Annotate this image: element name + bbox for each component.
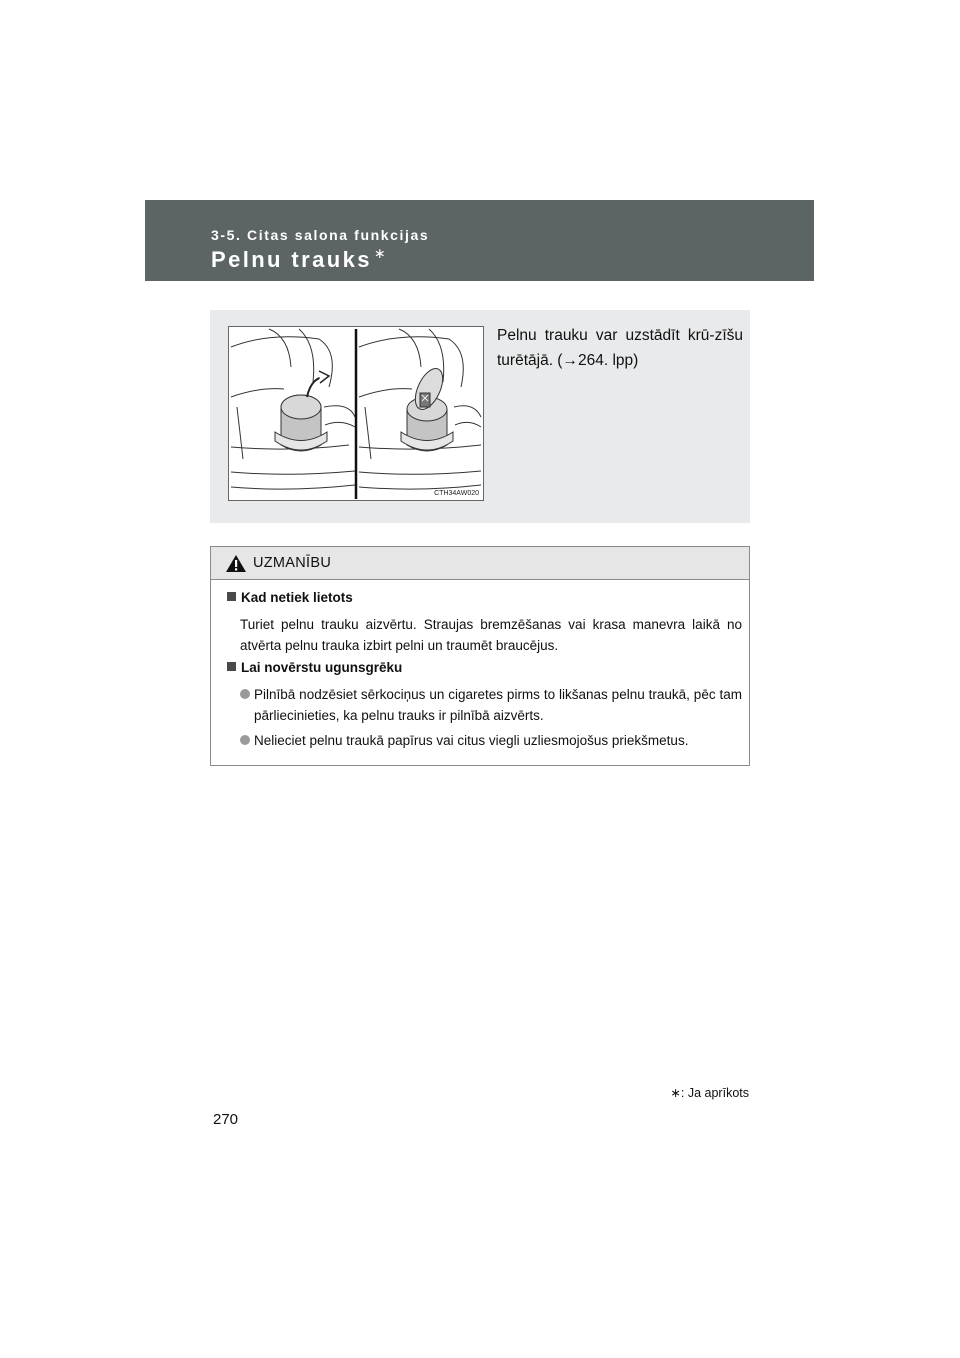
block-heading-text: Lai novērstu ugunsgrēku	[241, 660, 403, 675]
page-title	[211, 247, 388, 273]
ashtray-illustration	[228, 326, 484, 501]
list-item-text: Pilnībā nodzēsiet sērkociņus un cigaretes pirms to likšanas pelnu traukā, pēc tam pārliecinieties, ka pelnu trauks ir pilnībā aizvērts.	[254, 687, 742, 723]
footnote: ∗: Ja aprīkots	[670, 1086, 749, 1100]
round-bullet-icon	[240, 689, 250, 699]
caution-box	[210, 546, 750, 766]
figure-code: CTH34AW020	[434, 490, 479, 497]
square-bullet-icon	[227, 592, 236, 601]
warning-triangle-icon	[225, 554, 247, 573]
caution-title: UZMANĪBU	[253, 555, 332, 571]
section-header	[145, 200, 814, 281]
page-title-text: Pelnu trauks	[211, 247, 372, 272]
list-item-text: Nelieciet pelnu traukā papīrus vai citus viegli uzliesmojošus priekšmetus.	[254, 733, 689, 748]
ashtray-drawing	[229, 327, 483, 500]
square-bullet-icon	[227, 662, 236, 671]
round-bullet-icon	[240, 735, 250, 745]
block-heading	[227, 660, 402, 675]
section-label: 3-5. Citas salona funkcijas	[211, 227, 430, 243]
block-heading-text: Kad netiek lietots	[241, 590, 353, 605]
block-heading	[227, 590, 353, 605]
equipment-marker: ∗	[373, 245, 388, 261]
block-paragraph: Turiet pelnu trauku aizvērtu. Straujas bremzēšanas vai krasa manevra laikā no atvērta pelnu trauka izbirt pelni un traumēt braucējus.	[240, 617, 742, 653]
page-number: 270	[213, 1111, 239, 1128]
intro-text: Pelnu trauku var uzstādīt krū-zīšu turētājā. (→264. lpp)	[497, 327, 743, 369]
caution-header	[211, 547, 749, 580]
